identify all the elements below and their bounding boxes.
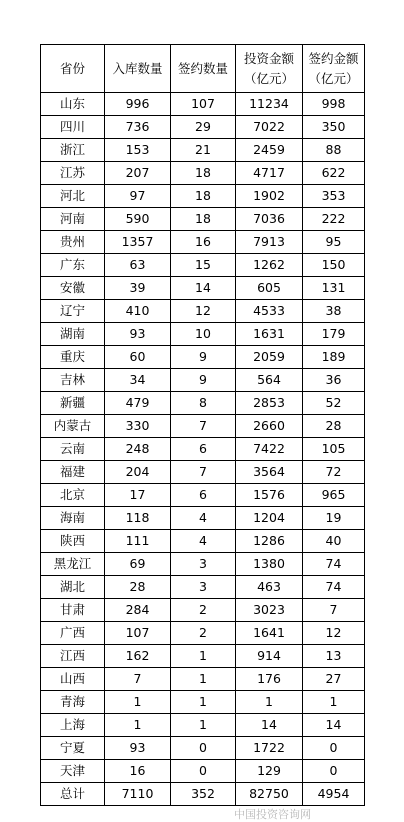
table-row bbox=[41, 139, 365, 162]
table-row bbox=[41, 346, 365, 369]
header-label: （亿元） bbox=[308, 70, 359, 86]
table-row bbox=[41, 599, 365, 622]
value-cell: 111 bbox=[105, 530, 171, 553]
header-label: 入库数量 bbox=[112, 60, 163, 76]
value-cell: 2853 bbox=[236, 392, 303, 415]
table-row bbox=[41, 300, 365, 323]
province-cell: 青海 bbox=[41, 691, 105, 714]
table-row bbox=[41, 691, 365, 714]
value-cell: 1262 bbox=[236, 254, 303, 277]
value-cell: 463 bbox=[236, 576, 303, 599]
table-row bbox=[41, 208, 365, 231]
value-cell: 248 bbox=[105, 438, 171, 461]
value-cell: 222 bbox=[303, 208, 365, 231]
value-cell: 1722 bbox=[236, 737, 303, 760]
province-cell: 吉林 bbox=[41, 369, 105, 392]
value-cell: 353 bbox=[303, 185, 365, 208]
value-cell: 605 bbox=[236, 277, 303, 300]
value-cell: 88 bbox=[303, 139, 365, 162]
header-label: 省份 bbox=[59, 60, 85, 76]
table-row bbox=[41, 760, 365, 783]
value-cell: 6 bbox=[171, 484, 236, 507]
value-cell: 3 bbox=[171, 553, 236, 576]
header-row bbox=[41, 45, 365, 93]
value-cell: 7 bbox=[303, 599, 365, 622]
watermark: 中国投资咨询网 bbox=[234, 808, 311, 821]
value-cell: 13 bbox=[303, 645, 365, 668]
value-cell: 7913 bbox=[236, 231, 303, 254]
value-cell: 17 bbox=[105, 484, 171, 507]
value-cell: 9 bbox=[171, 369, 236, 392]
value-cell: 74 bbox=[303, 553, 365, 576]
province-cell: 山东 bbox=[41, 93, 105, 116]
value-cell: 72 bbox=[303, 461, 365, 484]
value-cell: 8 bbox=[171, 392, 236, 415]
value-cell: 11234 bbox=[236, 93, 303, 116]
province-cell: 上海 bbox=[41, 714, 105, 737]
value-cell: 0 bbox=[303, 737, 365, 760]
table-header bbox=[41, 45, 365, 93]
value-cell: 176 bbox=[236, 668, 303, 691]
province-cell: 新疆 bbox=[41, 392, 105, 415]
value-cell: 4 bbox=[171, 507, 236, 530]
value-cell: 4717 bbox=[236, 162, 303, 185]
value-cell: 352 bbox=[171, 783, 236, 806]
province-cell: 浙江 bbox=[41, 139, 105, 162]
value-cell: 63 bbox=[105, 254, 171, 277]
value-cell: 27 bbox=[303, 668, 365, 691]
province-cell: 四川 bbox=[41, 116, 105, 139]
province-cell: 内蒙古 bbox=[41, 415, 105, 438]
value-cell: 179 bbox=[303, 323, 365, 346]
value-cell: 3564 bbox=[236, 461, 303, 484]
value-cell: 97 bbox=[105, 185, 171, 208]
header-cell bbox=[303, 45, 365, 93]
value-cell: 39 bbox=[105, 277, 171, 300]
province-cell: 湖北 bbox=[41, 576, 105, 599]
table-row bbox=[41, 737, 365, 760]
value-cell: 3023 bbox=[236, 599, 303, 622]
value-cell: 914 bbox=[236, 645, 303, 668]
value-cell: 4954 bbox=[303, 783, 365, 806]
table-row bbox=[41, 277, 365, 300]
value-cell: 1576 bbox=[236, 484, 303, 507]
table-row bbox=[41, 162, 365, 185]
value-cell: 21 bbox=[171, 139, 236, 162]
value-cell: 14 bbox=[303, 714, 365, 737]
data-table-container bbox=[40, 44, 365, 806]
value-cell: 29 bbox=[171, 116, 236, 139]
province-cell: 湖南 bbox=[41, 323, 105, 346]
value-cell: 1204 bbox=[236, 507, 303, 530]
table-row bbox=[41, 231, 365, 254]
value-cell: 590 bbox=[105, 208, 171, 231]
table-row bbox=[41, 714, 365, 737]
value-cell: 189 bbox=[303, 346, 365, 369]
value-cell: 1 bbox=[105, 691, 171, 714]
value-cell: 479 bbox=[105, 392, 171, 415]
table-row bbox=[41, 392, 365, 415]
province-cell: 江西 bbox=[41, 645, 105, 668]
table-row bbox=[41, 254, 365, 277]
value-cell: 736 bbox=[105, 116, 171, 139]
province-cell: 宁夏 bbox=[41, 737, 105, 760]
value-cell: 965 bbox=[303, 484, 365, 507]
value-cell: 998 bbox=[303, 93, 365, 116]
value-cell: 16 bbox=[105, 760, 171, 783]
table-row bbox=[41, 576, 365, 599]
value-cell: 82750 bbox=[236, 783, 303, 806]
value-cell: 93 bbox=[105, 323, 171, 346]
province-cell: 贵州 bbox=[41, 231, 105, 254]
header-cell bbox=[41, 45, 105, 93]
province-cell: 辽宁 bbox=[41, 300, 105, 323]
table-row bbox=[41, 461, 365, 484]
value-cell: 10 bbox=[171, 323, 236, 346]
value-cell: 60 bbox=[105, 346, 171, 369]
value-cell: 2 bbox=[171, 622, 236, 645]
value-cell: 204 bbox=[105, 461, 171, 484]
province-cell: 安徽 bbox=[41, 277, 105, 300]
value-cell: 93 bbox=[105, 737, 171, 760]
province-cell: 广东 bbox=[41, 254, 105, 277]
value-cell: 36 bbox=[303, 369, 365, 392]
province-cell: 天津 bbox=[41, 760, 105, 783]
value-cell: 14 bbox=[236, 714, 303, 737]
value-cell: 9 bbox=[171, 346, 236, 369]
value-cell: 564 bbox=[236, 369, 303, 392]
value-cell: 74 bbox=[303, 576, 365, 599]
value-cell: 15 bbox=[171, 254, 236, 277]
header-cell bbox=[171, 45, 236, 93]
value-cell: 28 bbox=[105, 576, 171, 599]
value-cell: 1 bbox=[171, 668, 236, 691]
header-cell bbox=[236, 45, 303, 93]
value-cell: 18 bbox=[171, 208, 236, 231]
province-cell: 广西 bbox=[41, 622, 105, 645]
value-cell: 2 bbox=[171, 599, 236, 622]
value-cell: 622 bbox=[303, 162, 365, 185]
province-cell: 福建 bbox=[41, 461, 105, 484]
value-cell: 12 bbox=[303, 622, 365, 645]
value-cell: 19 bbox=[303, 507, 365, 530]
value-cell: 1357 bbox=[105, 231, 171, 254]
province-cell: 海南 bbox=[41, 507, 105, 530]
value-cell: 284 bbox=[105, 599, 171, 622]
value-cell: 153 bbox=[105, 139, 171, 162]
province-cell: 河南 bbox=[41, 208, 105, 231]
province-cell: 江苏 bbox=[41, 162, 105, 185]
table-body bbox=[41, 93, 365, 806]
header-label: 投资金额 bbox=[243, 50, 294, 66]
province-cell: 重庆 bbox=[41, 346, 105, 369]
province-cell: 总计 bbox=[41, 783, 105, 806]
total-row bbox=[41, 783, 365, 806]
value-cell: 105 bbox=[303, 438, 365, 461]
value-cell: 16 bbox=[171, 231, 236, 254]
header-label: 签约金额 bbox=[308, 50, 359, 66]
province-cell: 北京 bbox=[41, 484, 105, 507]
value-cell: 7 bbox=[171, 461, 236, 484]
value-cell: 14 bbox=[171, 277, 236, 300]
province-cell: 甘肃 bbox=[41, 599, 105, 622]
value-cell: 18 bbox=[171, 185, 236, 208]
value-cell: 1 bbox=[105, 714, 171, 737]
value-cell: 129 bbox=[236, 760, 303, 783]
province-investment-table bbox=[40, 44, 365, 806]
value-cell: 2059 bbox=[236, 346, 303, 369]
value-cell: 1286 bbox=[236, 530, 303, 553]
value-cell: 410 bbox=[105, 300, 171, 323]
value-cell: 4533 bbox=[236, 300, 303, 323]
province-cell: 陕西 bbox=[41, 530, 105, 553]
value-cell: 107 bbox=[105, 622, 171, 645]
province-cell: 山西 bbox=[41, 668, 105, 691]
value-cell: 7022 bbox=[236, 116, 303, 139]
value-cell: 7422 bbox=[236, 438, 303, 461]
table-row bbox=[41, 323, 365, 346]
value-cell: 7110 bbox=[105, 783, 171, 806]
table-row bbox=[41, 116, 365, 139]
value-cell: 12 bbox=[171, 300, 236, 323]
table-row bbox=[41, 645, 365, 668]
value-cell: 0 bbox=[171, 737, 236, 760]
header-cell bbox=[105, 45, 171, 93]
value-cell: 207 bbox=[105, 162, 171, 185]
value-cell: 7 bbox=[171, 415, 236, 438]
value-cell: 18 bbox=[171, 162, 236, 185]
value-cell: 7 bbox=[105, 668, 171, 691]
value-cell: 1 bbox=[303, 691, 365, 714]
value-cell: 4 bbox=[171, 530, 236, 553]
value-cell: 2459 bbox=[236, 139, 303, 162]
value-cell: 1641 bbox=[236, 622, 303, 645]
value-cell: 162 bbox=[105, 645, 171, 668]
province-cell: 黑龙江 bbox=[41, 553, 105, 576]
value-cell: 0 bbox=[171, 760, 236, 783]
table-row bbox=[41, 185, 365, 208]
value-cell: 150 bbox=[303, 254, 365, 277]
table-row bbox=[41, 668, 365, 691]
value-cell: 95 bbox=[303, 231, 365, 254]
table-row bbox=[41, 507, 365, 530]
value-cell: 1380 bbox=[236, 553, 303, 576]
value-cell: 3 bbox=[171, 576, 236, 599]
value-cell: 131 bbox=[303, 277, 365, 300]
value-cell: 330 bbox=[105, 415, 171, 438]
value-cell: 38 bbox=[303, 300, 365, 323]
value-cell: 1 bbox=[236, 691, 303, 714]
value-cell: 34 bbox=[105, 369, 171, 392]
table-row bbox=[41, 530, 365, 553]
value-cell: 1902 bbox=[236, 185, 303, 208]
value-cell: 2660 bbox=[236, 415, 303, 438]
table-row bbox=[41, 438, 365, 461]
table-row bbox=[41, 93, 365, 116]
value-cell: 107 bbox=[171, 93, 236, 116]
value-cell: 1 bbox=[171, 645, 236, 668]
table-row bbox=[41, 369, 365, 392]
value-cell: 40 bbox=[303, 530, 365, 553]
value-cell: 52 bbox=[303, 392, 365, 415]
value-cell: 6 bbox=[171, 438, 236, 461]
value-cell: 28 bbox=[303, 415, 365, 438]
table-row bbox=[41, 553, 365, 576]
value-cell: 350 bbox=[303, 116, 365, 139]
value-cell: 7036 bbox=[236, 208, 303, 231]
table-row bbox=[41, 415, 365, 438]
value-cell: 118 bbox=[105, 507, 171, 530]
table-row bbox=[41, 484, 365, 507]
province-cell: 云南 bbox=[41, 438, 105, 461]
value-cell: 69 bbox=[105, 553, 171, 576]
header-label: 签约数量 bbox=[177, 60, 228, 76]
header-label: （亿元） bbox=[243, 70, 294, 86]
value-cell: 1631 bbox=[236, 323, 303, 346]
value-cell: 0 bbox=[303, 760, 365, 783]
province-cell: 河北 bbox=[41, 185, 105, 208]
value-cell: 1 bbox=[171, 691, 236, 714]
value-cell: 996 bbox=[105, 93, 171, 116]
value-cell: 1 bbox=[171, 714, 236, 737]
table-row bbox=[41, 622, 365, 645]
